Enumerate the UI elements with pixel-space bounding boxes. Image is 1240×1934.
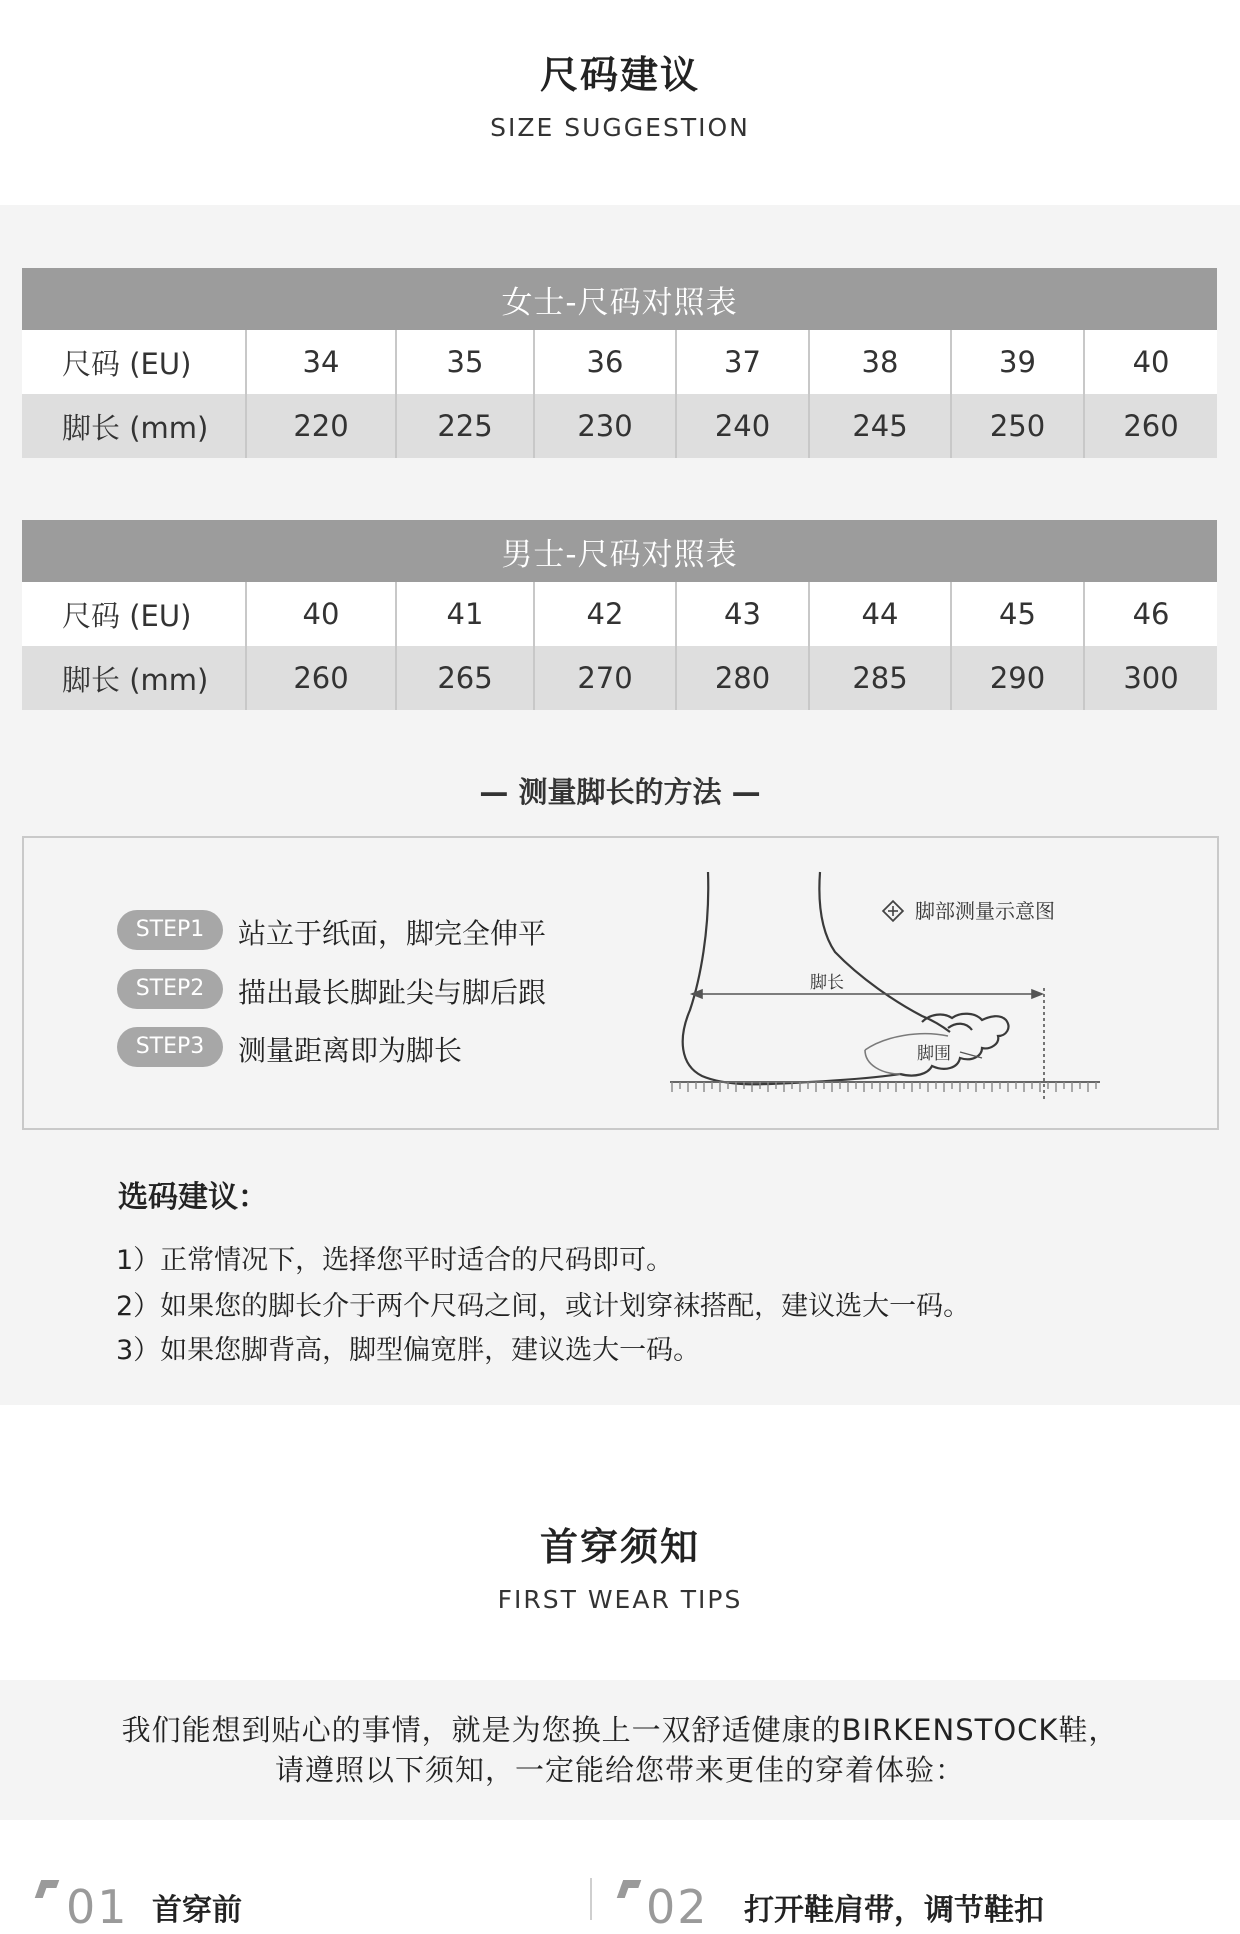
tip-2-number: 02 [646, 1880, 709, 1934]
length-cell: 260 [246, 646, 396, 710]
men-size-table [22, 520, 1217, 710]
men-table-caption: 男士-尺码对照表 [22, 520, 1217, 582]
length-cell: 300 [1084, 646, 1217, 710]
women-size-table [22, 268, 1217, 458]
length-cell: 270 [534, 646, 676, 710]
men-length-row [22, 646, 1217, 710]
men-size-row [22, 582, 1217, 646]
intro-line-1: 我们能想到贴心的事情，就是为您换上一双舒适健康的BIRKENSTOCK鞋， [121, 1713, 1119, 1747]
foot-length-label: 脚长 [810, 973, 844, 993]
size-row-label: 尺码 (EU) [22, 582, 246, 646]
length-cell: 250 [951, 394, 1084, 458]
length-cell: 290 [951, 646, 1084, 710]
women-size-row [22, 330, 1217, 394]
diagram-caption-icon [883, 901, 903, 921]
size-cell: 39 [951, 330, 1084, 394]
tips-divider [590, 1878, 592, 1920]
size-cell: 34 [246, 330, 396, 394]
size-row-label: 尺码 (EU) [22, 330, 246, 394]
length-cell: 260 [1084, 394, 1217, 458]
diagram-caption: 脚部测量示意图 [915, 899, 1055, 923]
size-cell: 42 [534, 582, 676, 646]
tip-1-corner-mark [35, 1880, 60, 1898]
length-cell: 225 [396, 394, 534, 458]
step-2-text: 描出最长脚趾尖与脚后跟 [238, 976, 547, 1009]
advice-heading: 选码建议： [118, 1180, 268, 1215]
size-cell: 40 [246, 582, 396, 646]
size-cell: 36 [534, 330, 676, 394]
length-cell: 220 [246, 394, 396, 458]
step-2-badge: STEP2 [117, 969, 223, 1009]
foot-girth-label: 脚围 [917, 1044, 951, 1064]
size-cell: 38 [809, 330, 951, 394]
step-3-badge: STEP3 [117, 1027, 223, 1067]
length-cell: 230 [534, 394, 676, 458]
size-cell: 46 [1084, 582, 1217, 646]
length-row-label: 脚长 (mm) [22, 646, 246, 710]
tip-2-title: 打开鞋肩带，调节鞋扣 [744, 1893, 1044, 1928]
size-section-title: 尺码建议 [539, 53, 700, 97]
length-row-label: 脚长 (mm) [22, 394, 246, 458]
size-cell: 43 [676, 582, 809, 646]
length-cell: 265 [396, 646, 534, 710]
women-length-row [22, 394, 1217, 458]
length-cell: 240 [676, 394, 809, 458]
size-cell: 35 [396, 330, 534, 394]
advice-line-2: 2）如果您的脚长介于两个尺码之间，或计划穿袜搭配，建议选大一码。 [116, 1291, 971, 1322]
step-3-text: 测量距离即为脚长 [238, 1034, 463, 1067]
advice-line-3: 3）如果您脚背高，脚型偏宽胖，建议选大一码。 [116, 1335, 701, 1366]
foot-measurement-diagram [660, 860, 1120, 1115]
tip-1-number: 01 [66, 1880, 129, 1934]
step-1-text: 站立于纸面，脚完全伸平 [238, 917, 547, 950]
length-cell: 245 [809, 394, 951, 458]
step-1-badge: STEP1 [117, 910, 223, 950]
length-cell: 285 [809, 646, 951, 710]
size-cell: 44 [809, 582, 951, 646]
size-cell: 41 [396, 582, 534, 646]
intro-line-2: 请遵照以下须知，一定能给您带来更佳的穿着体验： [274, 1753, 965, 1787]
length-cell: 280 [676, 646, 809, 710]
wear-section-title: 首穿须知 [539, 1525, 700, 1569]
size-section-subtitle: SIZE SUGGESTION [490, 113, 750, 142]
size-cell: 45 [951, 582, 1084, 646]
tip-1-title: 首穿前 [152, 1893, 242, 1928]
women-table-caption: 女士-尺码对照表 [22, 268, 1217, 330]
measure-method-title: — 测量脚长的方法 — [479, 775, 761, 809]
size-cell: 37 [676, 330, 809, 394]
advice-line-1: 1）正常情况下，选择您平时适合的尺码即可。 [116, 1245, 674, 1276]
size-cell: 40 [1084, 330, 1217, 394]
tip-2-corner-mark [617, 1880, 642, 1898]
wear-section-subtitle: FIRST WEAR TIPS [497, 1585, 743, 1614]
